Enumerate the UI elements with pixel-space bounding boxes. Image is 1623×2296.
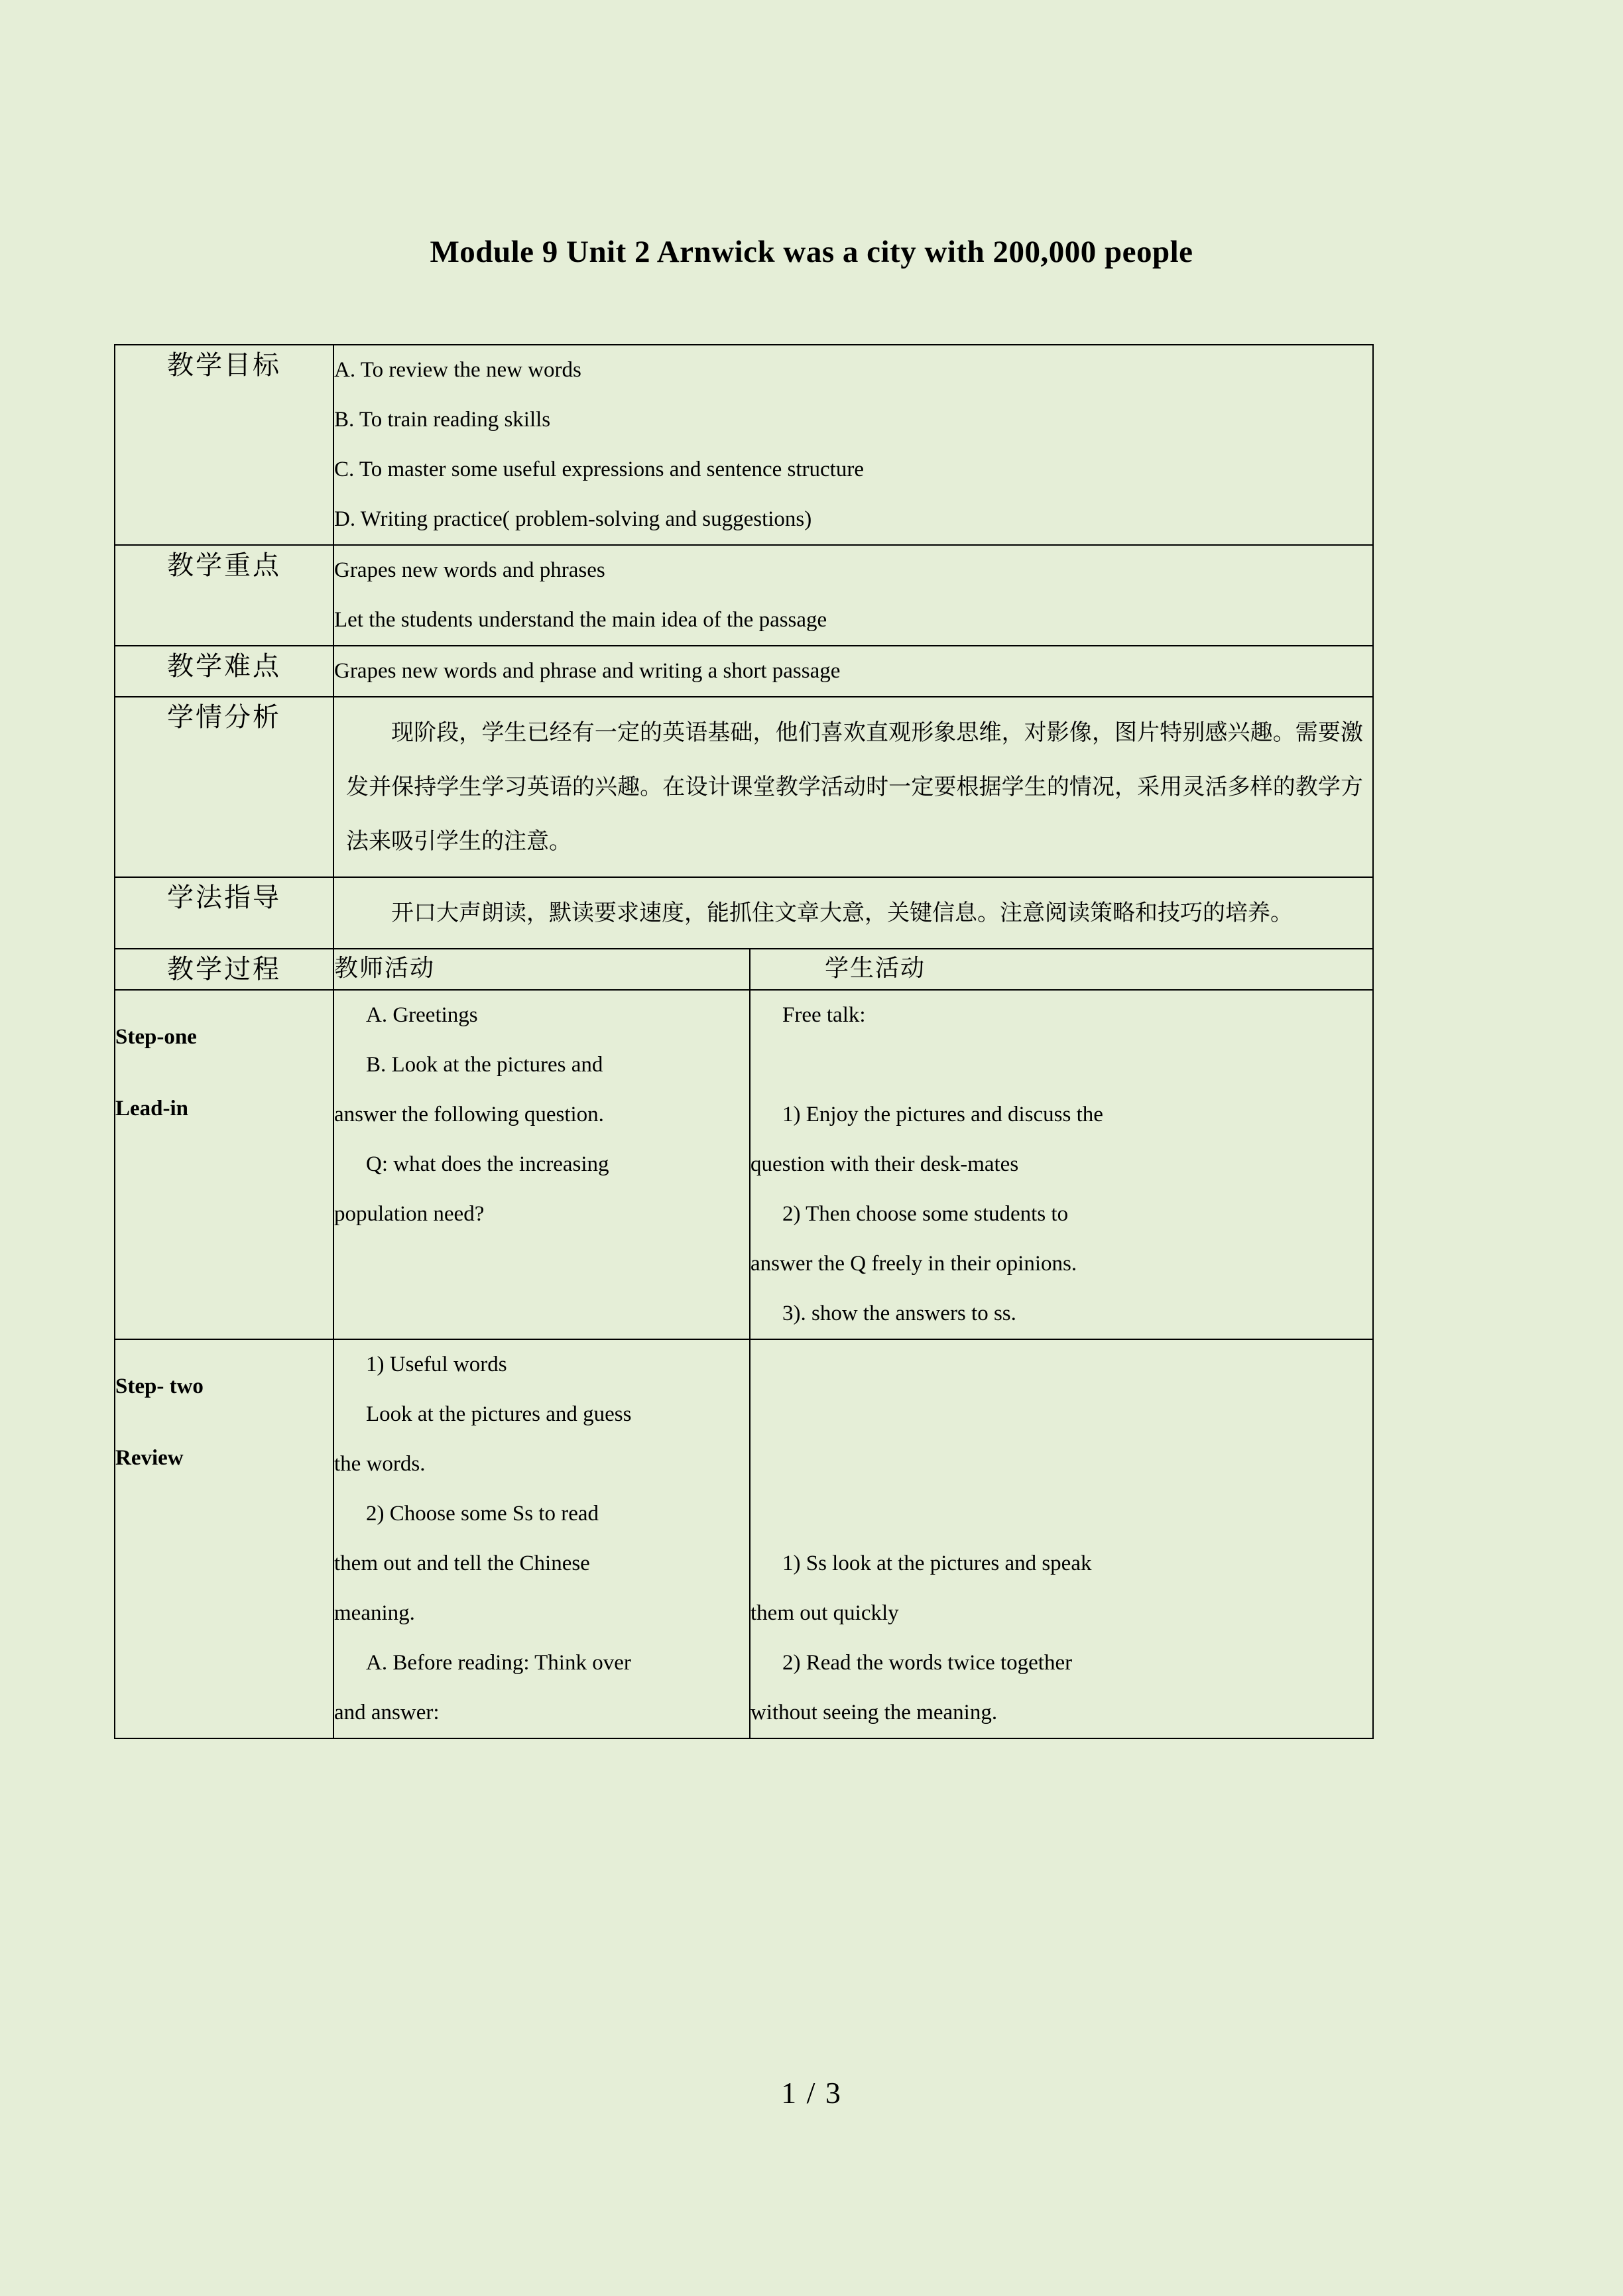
row-label-study-guidance: 学法指导 [115, 877, 333, 949]
teacher2-line-a: A. Before reading: Think over [366, 1651, 631, 1675]
teacher-line-a: A. Greetings [366, 1003, 478, 1027]
step-label-two [115, 1339, 333, 1738]
teacher2-line-1-detail: Look at the pictures and guess [366, 1402, 632, 1426]
student-line-free-talk: Free talk: [782, 1003, 866, 1027]
student-line-3: 3). show the answers to ss. [782, 1301, 1016, 1325]
student2-line-2-cont: without seeing the meaning. [751, 1701, 998, 1724]
step-two-teacher-activity [333, 1339, 750, 1738]
page-number: 1 / 3 [781, 2076, 842, 2110]
step-one-teacher-activity [333, 990, 750, 1339]
table-row-study-guidance [115, 877, 1373, 949]
step-two-line-2: Review [115, 1446, 184, 1470]
table-row-objectives [115, 345, 1373, 545]
spacer-line-2 [751, 1340, 1372, 1390]
table-row-process-header [115, 949, 1373, 990]
column-header-teacher: 教师活动 [333, 949, 750, 990]
table-row-difficult-points [115, 646, 1373, 697]
student-line-2: 2) Then choose some students to [782, 1202, 1069, 1226]
objective-line-b: B. To train reading skills [334, 408, 551, 432]
teacher2-line-2-cont: them out and tell the Chinese [334, 1551, 590, 1575]
teacher-line-b: B. Look at the pictures and [366, 1053, 603, 1077]
teacher2-line-a-cont: and answer: [334, 1701, 440, 1724]
objective-line-d: D. Writing practice( problem-solving and suggestions) [334, 507, 812, 531]
spacer-line-3 [751, 1390, 1372, 1439]
study-guidance-text: 开口大声朗读，默读要求速度，能抓住文章大意，关键信息。注意阅读策略和技巧的培养。 [391, 900, 1293, 926]
spacer-line [751, 1040, 1372, 1090]
row-label-student-analysis: 学情分析 [115, 697, 333, 877]
student-analysis-content [333, 697, 1373, 877]
row-label-key-points: 教学重点 [115, 545, 333, 646]
student2-line-1: 1) Ss look at the pictures and speak [782, 1551, 1092, 1575]
page-title: Module 9 Unit 2 Arnwick was a city with 200,000 people [430, 235, 1193, 269]
student2-line-2: 2) Read the words twice together [782, 1651, 1073, 1675]
key-point-line-1: Grapes new words and phrases [334, 558, 605, 582]
teacher2-line-2: 2) Choose some Ss to read [366, 1502, 599, 1526]
teacher2-line-2-cont2: meaning. [334, 1601, 415, 1625]
step-one-line-2: Lead-in [115, 1097, 189, 1120]
teacher2-line-1: 1) Useful words [366, 1353, 507, 1376]
student-analysis-text: 现阶段，学生已经有一定的英语基础，他们喜欢直观形象思维，对影像，图片特别感兴趣。需要激发并保持学生学习英语的兴趣。在设计课堂教学活动时一定要根据学生的情况，采用灵活多样的教学方法来吸引学生的注意。 [346, 719, 1363, 855]
step-two-student-activity [750, 1339, 1373, 1738]
key-point-line-2: Let the students understand the main idea of the passage [334, 608, 827, 632]
teacher-line-q-cont: population need? [334, 1202, 485, 1226]
table-row-step-one [115, 990, 1373, 1339]
column-header-student: 学生活动 [750, 949, 1373, 990]
lesson-plan-table [114, 344, 1374, 1739]
teacher-line-q: Q: what does the increasing [366, 1152, 609, 1176]
study-guidance-content [333, 877, 1373, 949]
step-label-one [115, 990, 333, 1339]
objective-line-a: A. To review the new words [334, 358, 581, 382]
student2-line-1-cont: them out quickly [751, 1601, 899, 1625]
student-line-1: 1) Enjoy the pictures and discuss the [782, 1103, 1103, 1126]
objective-line-c: C. To master some useful expressions and sentence structure [334, 457, 864, 481]
spacer-line-5 [751, 1489, 1372, 1539]
difficult-point-line-1: Grapes new words and phrase and writing a short passage [334, 659, 841, 683]
row-label-process: 教学过程 [115, 949, 333, 990]
key-points-content [333, 545, 1373, 646]
step-two-line-1: Step- two [115, 1374, 204, 1398]
difficult-points-content [333, 646, 1373, 697]
row-label-difficult-points: 教学难点 [115, 646, 333, 697]
student-line-1-cont: question with their desk-mates [751, 1152, 1019, 1176]
step-one-student-activity [750, 990, 1373, 1339]
table-row-step-two [115, 1339, 1373, 1738]
teacher-line-b-cont: answer the following question. [334, 1103, 604, 1126]
table-row-student-analysis [115, 697, 1373, 877]
objectives-content [333, 345, 1373, 545]
table-row-key-points [115, 545, 1373, 646]
spacer-line-4 [751, 1439, 1372, 1489]
student-line-2-cont: answer the Q freely in their opinions. [751, 1252, 1077, 1276]
step-one-line-1: Step-one [115, 1025, 197, 1049]
teacher2-line-1-cont: the words. [334, 1452, 426, 1476]
row-label-objectives: 教学目标 [115, 345, 333, 545]
